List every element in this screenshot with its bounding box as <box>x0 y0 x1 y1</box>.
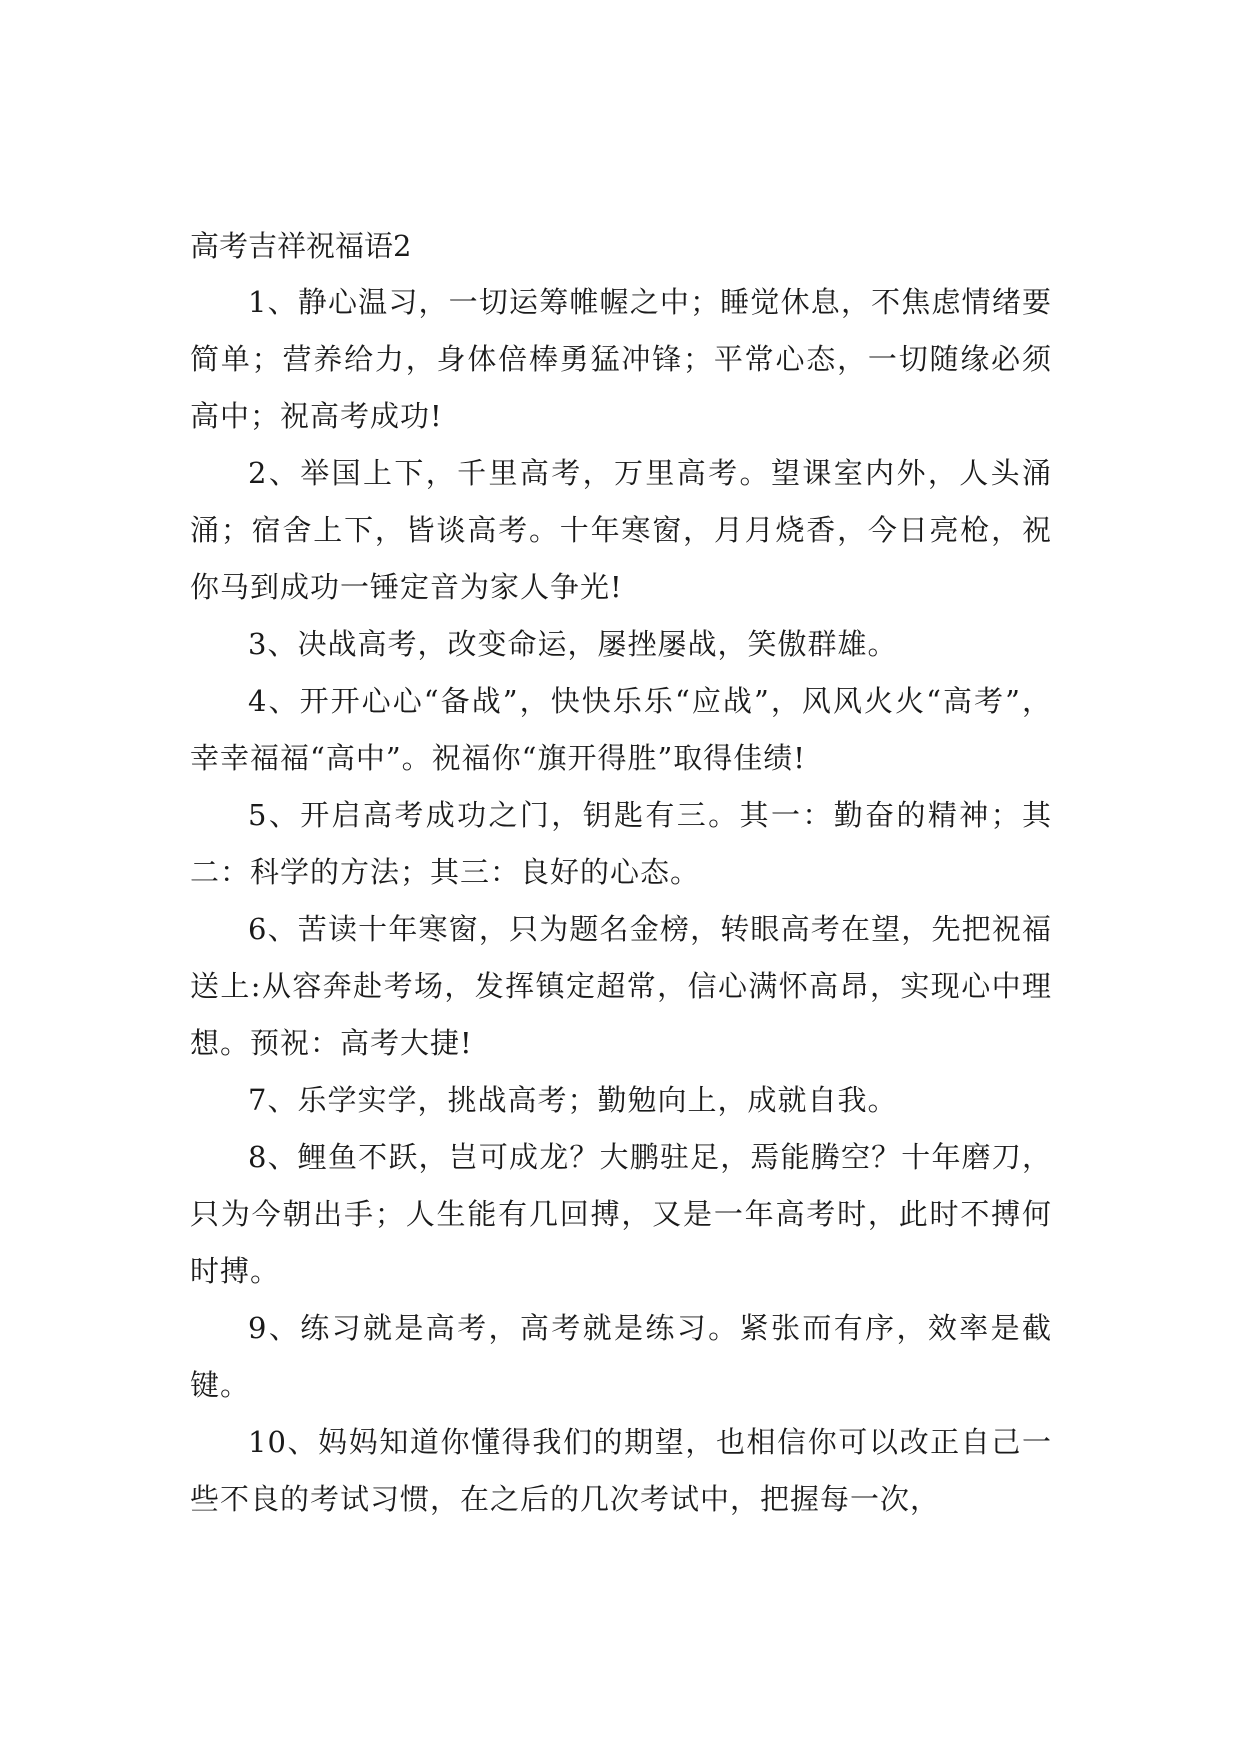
paragraph-6: 6、苦读十年寒窗，只为题名金榜，转眼高考在望，先把祝福送上:从容奔赴考场，发挥镇定超常，信心满怀高昂，实现心中理想。预祝：高考大捷! <box>190 912 1052 1060</box>
paragraph-4: 4、开开心心“备战”，快快乐乐“应战”，风风火火“高考”，幸幸福福“高中”。祝福你“旗开得胜”取得佳绩! <box>190 684 1052 775</box>
paragraph-10: 10、妈妈知道你懂得我们的期望，也相信你可以改正自己一些不良的考试习惯，在之后的几次考试中，把握每一次， <box>190 1425 1052 1516</box>
document-page <box>190 218 1052 1528</box>
document-title: 高考吉祥祝福语2 <box>190 229 412 263</box>
paragraph-1: 1、静心温习，一切运筹帷幄之中；睡觉休息，不焦虑情绪要简单；营养给力，身体倍棒勇猛冲锋；平常心态，一切随缘必须高中；祝高考成功! <box>190 285 1052 433</box>
paragraph-2: 2、举国上下，千里高考，万里高考。望课室内外，人头涌涌；宿舍上下，皆谈高考。十年寒窗，月月烧香，今日亮枪，祝你马到成功一锤定音为家人争光! <box>190 456 1052 604</box>
paragraph-8: 8、鲤鱼不跃，岂可成龙？大鹏驻足，焉能腾空？十年磨刀，只为今朝出手；人生能有几回搏，又是一年高考时，此时不搏何时搏。 <box>190 1140 1052 1288</box>
paragraph-5: 5、开启高考成功之门，钥匙有三。其一：勤奋的精神；其二：科学的方法；其三：良好的心态。 <box>190 798 1052 889</box>
paragraph-9: 9、练习就是高考，高考就是练习。紧张而有序，效率是截键。 <box>190 1311 1052 1402</box>
paragraph-3: 3、决战高考，改变命运，屡挫屡战，笑傲群雄。 <box>248 627 898 661</box>
paragraph-7: 7、乐学实学，挑战高考；勤勉向上，成就自我。 <box>248 1083 898 1117</box>
